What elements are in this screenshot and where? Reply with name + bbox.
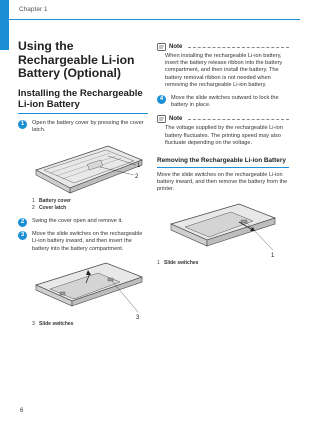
section-title-install: Installing the Rechargeable Li-ion Battery bbox=[18, 87, 143, 110]
note-voltage bbox=[157, 115, 289, 147]
note-text: When installing the rechargeable Li-ion battery, insert the battery release ribbon into the battery compartment, and then install the battery. The battery removal ribbon is not needed when removing the rechargeable Li-ion battery. bbox=[165, 53, 283, 88]
step-text: Swing the cover open and remove it. bbox=[32, 217, 123, 224]
section-rule bbox=[157, 167, 289, 168]
note-label: Note bbox=[169, 44, 183, 50]
note-icon bbox=[157, 43, 166, 51]
section-remove-text: Move the slide switches on the rechargeable Li-ion battery inward, and then remove the battery from the printer. bbox=[157, 172, 288, 193]
section-title-remove: Removing the Rechargeable Li-ion Battery bbox=[157, 157, 286, 165]
step-text: Move the slide switches on the rechargeable Li-ion battery inward, and then insert the battery into the battery compartment. bbox=[32, 231, 143, 252]
step-1 bbox=[18, 120, 148, 134]
left-column bbox=[18, 40, 148, 328]
note-battery-ribbon bbox=[157, 43, 289, 89]
figure-remove-battery bbox=[165, 200, 289, 260]
caption-item: 3 Slide switches bbox=[32, 320, 74, 327]
page-number: 6 bbox=[20, 408, 24, 414]
caption-item: 1 Slide switches bbox=[157, 259, 199, 266]
step-number-badge: 3 bbox=[18, 231, 27, 240]
step-2 bbox=[18, 218, 148, 225]
caption-item: 1 Battery cover bbox=[32, 197, 71, 204]
step-4 bbox=[157, 95, 289, 109]
note-header bbox=[157, 115, 289, 123]
section-rule bbox=[18, 113, 148, 114]
battery-insert-illustration bbox=[30, 259, 148, 321]
caption-item: 2 Cover latch bbox=[32, 204, 67, 211]
step-text: Move the slide switches outward to lock the battery in place. bbox=[171, 95, 279, 109]
figure-caption bbox=[18, 321, 148, 328]
note-label: Note bbox=[169, 116, 183, 123]
figure-captions bbox=[18, 198, 148, 212]
note-divider bbox=[188, 119, 289, 120]
printer-cover-illustration bbox=[30, 140, 148, 198]
callout-2: 2 bbox=[135, 173, 139, 180]
note-header bbox=[157, 43, 289, 51]
note-icon bbox=[157, 115, 166, 123]
figure-insert-battery bbox=[30, 259, 148, 321]
header-rule bbox=[0, 19, 300, 20]
chapter-label: Chapter 1 bbox=[19, 6, 48, 13]
step-text: Open the battery cover by pressing the cover latch. bbox=[32, 119, 144, 133]
step-number-badge: 1 bbox=[18, 120, 27, 129]
callout-3: 3 bbox=[136, 314, 140, 321]
step-number-badge: 2 bbox=[18, 218, 27, 227]
note-text: The voltage supplied by the rechargeable Li-ion battery fluctuates. The printing speed may also fluctuate depending on the voltage. bbox=[165, 125, 283, 146]
step-number-badge: 4 bbox=[157, 95, 166, 104]
right-column bbox=[157, 43, 289, 267]
battery-remove-illustration bbox=[165, 200, 283, 260]
page-title: Using the Rechargeable Li-ion Battery (Optional) bbox=[18, 39, 135, 80]
callout-1: 1 bbox=[271, 252, 275, 259]
step-3 bbox=[18, 231, 148, 253]
figure-caption bbox=[157, 260, 289, 267]
note-divider bbox=[188, 47, 289, 48]
chapter-tab bbox=[0, 0, 9, 50]
callout-1: 1 bbox=[137, 162, 141, 169]
figure-battery-cover bbox=[30, 140, 148, 198]
